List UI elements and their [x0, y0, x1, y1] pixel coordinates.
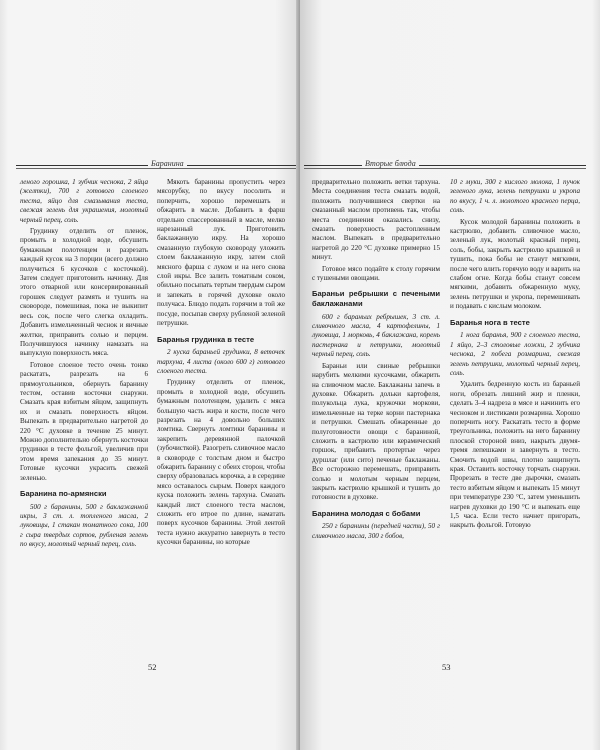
ingredients-text: 600 г бараньих ребрышек, 3 ст. л. сливочного масла, 4 картофелины, 1 луковица, 1 морковь, 4 баклажана, корень пастернака и петрушки, молотый черный перец, соль.: [312, 312, 440, 359]
running-header: Вторые блюда: [362, 159, 419, 168]
paragraph: предварительно положить ветки тархуна. Места соединения теста смазать водой, положить получившиеся свертки на смазанный маслом противень так, чтобы места соединения оказались снизу, смазать поверхность растопленным маслом. Выпекать в предварительно нагретой до 220 °С духовке примерно 15 минут.: [312, 178, 440, 262]
recipe-heading: Баранья грудинка в тесте: [157, 334, 255, 344]
text-column-left-2: [157, 178, 285, 550]
page-number: 53: [442, 662, 451, 672]
header-rule-secondary: [16, 168, 296, 169]
paragraph: Грудинку отделить от пленок, промыть в холодной воде, обсушить бумажным полотенцем и разрезать каждый кусок на 3 порции (всего должно получиться 6 кусочков с косточкой). Затем следует приготовить начинку. Для этого отварной или консервированный горошек следует размять и тушить на сковороде, помешивая, пока не выкипит весь сок, после чего слегка охладить. Добавить измельченный чеснок и яичные желтки, приправить солью и перцем. Получившуюся начинку намазать на выпуклую поверхность мяса.: [20, 227, 148, 358]
header-rule-secondary: [304, 168, 586, 169]
recipe-heading: Баранина по-армянски: [20, 489, 107, 498]
text-column-right-1: [312, 178, 440, 543]
page-number: 52: [148, 662, 157, 672]
text-column-right-2: [450, 178, 580, 533]
paragraph: Готовое мясо подайте к столу горячим с тушеными овощами.: [312, 264, 440, 283]
paragraph: Бараньи или свиные ребрышки нарубить мелкими кусочками, обжарить на сливочном масле. Баклажаны запечь в духовке. Обжарить дольки картофеля, полукольца лука, кружочки моркови, измельченные на терке корни пастернака и петрушки. Смешать обжаренные до полуготовности овощи с бараниной, сложить в кастрюлю или керамический горшок, прибавить протертые через дуршлаг (или сито) печеные баклажаны. Все осторожно перемешать, приправить солью и молотым черным перцем, закрыть кастрюлю крышкой и тушить до готовности в духовке.: [312, 361, 440, 502]
header-rule: [304, 165, 586, 166]
recipe-heading: Баранина молодая с бобами: [312, 508, 421, 518]
text-column-left-1: [20, 178, 148, 552]
paragraph: Грудинку отделить от пленок, промыть в холодной воде, обсушить бумажным полотенцем, удалить с мяса большую часть жира и кости, после чего разрезать на 4 довольно больших ломтика. Свернуть ломтики баранины и закрепить деревянной палочкой (зубочисткой). Разогреть сливочное масло в сковороде с толстым дном и быстро обжарить баранину с обеих сторон, чтобы сверху образовалась корочка, а в середине мясо оставалось сырым. Поверх каждого куска положить зелень тархуна. Смазать каждый лист слоеного теста маслом, сложить его втрое по длине, наматать поверх кусочков баранины. Этой лентой теста нужно аккуратно завернуть в тесто кусочки баранины, но которые: [157, 378, 285, 547]
ingredients-text: 10 г муки, 300 г кислого молока, 1 пучок зеленого лука, зелень петрушки и укропа по вкусу, 1 ч. л. молотого красного перца, соль.: [450, 178, 580, 215]
paragraph: Готовое слоеное тесто очень тонко раскатать, разрезать на 6 прямоугольников, обернуть баранину тестом, оставив косточки снаружи. Смазать края взбитым яйцом, защипнуть их и смазать поверхность яйцом. Выпекать в предварительно нагретой до 220 °С духовке в течение 25 минут. Можно дополнительно обернуть косточки грудинки в тесте фольгой, увеличив при этом время запекания до 35 минут. Готовые кусочки украсить свежей зеленью.: [20, 360, 148, 482]
ingredients-text: 250 г баранины (передней части), 50 г сливочного масла, 300 г бобов,: [312, 522, 440, 540]
recipe-heading: Бараньи ребрышки с печеными баклажанами: [312, 289, 440, 309]
paragraph: Удалить бедренную кость из бараньей ноги, обрезать лишний жир и пленки, сделать 3–4 надреза в мясе и начинить его чесноком и листиками розмарина. Хорошо поперчить ногу. Раскатать тесто в форме треугольника, положить на него баранину плоской стороной вниз, накрыть двумя-тремя лепешками и завернуть в тесто. Смочить водой швы, плотно защипнуть края. Оставить косточку торчать снаружи. Прорезать в тесте две дырочки, смазать тесто взбитым яйцом и выпекать 15 минут при температуре 230 °С, затем уменьшить нагрев духовки до 190 °С и выпекать еще 1,5 часа. Если тесто начнет пригорать, накрыть фольгой. Готовую: [450, 380, 580, 530]
ingredients-text: 1 нога баранья, 900 г слоеного теста, 1 яйцо, 2–3 столовые ложки, 2 зубчика чеснока, 2 побега розмарина, свежая зелень петрушки, молотый черный перец, соль.: [450, 331, 580, 377]
running-header: Баранина: [148, 159, 187, 168]
ingredients-text: 2 куска бараньей грудинки, 8 веточек тархуна, 4 листа (около 600 г) готового слоеного теста.: [157, 348, 285, 375]
right-page: [300, 0, 600, 750]
recipe-heading: Баранья нога в тесте: [450, 317, 530, 327]
paragraph: Мякоть баранины пропустить через мясорубку, по вкусу посолить и поперчить, хорошо перемешать и обжарить в масле. Добавить в фарш отдельно спассерованный в масле, мелко нарезанный лук. Приготовить баклажанную икру. На хорошо смазанную глубокую сковороду уложить слоем баклажанную икру, затем слой мясного фарша с луком и на него снова слой икры. Все залить томатным соком, обильно посыпать тертым твердым сыром и запекать в горячей духовке около получаса. Блюдо подать горячим в той же посуде, посыпав сверху рубленой зеленой петрушки.: [157, 178, 285, 328]
paragraph: Кусок молодой баранины положить в кастрюлю, добавить сливочное масло, зеленый лук, молотый красный перец, соль, бобы, закрыть кастрюлю крышкой и тушить, пока бобы не станут мягкими, после чего влить горячую воду и варить на слабом огне. Когда бобы станут совсем мягкими, добавить обжаренную муку, зелень петрушки и укропа, перемешивать и подавать с кислым молоком.: [450, 217, 580, 311]
ingredients-text: леного горошка, 1 зубчик чеснока, 2 яйца (желтки), 700 г готового слоеного теста, яйцо для смазывания теста, свежая зелень для украшения, молотый черный перец, соль.: [20, 178, 148, 224]
ingredients-text: 500 г баранины, 500 г баклажанной икры, 3 ст. л. топленого масла, 2 луковицы, 1 стакан томатного сока, 100 г сыра твердых сортов, рубленая зелень по вкусу, молотый черный перец, соль.: [20, 502, 148, 549]
